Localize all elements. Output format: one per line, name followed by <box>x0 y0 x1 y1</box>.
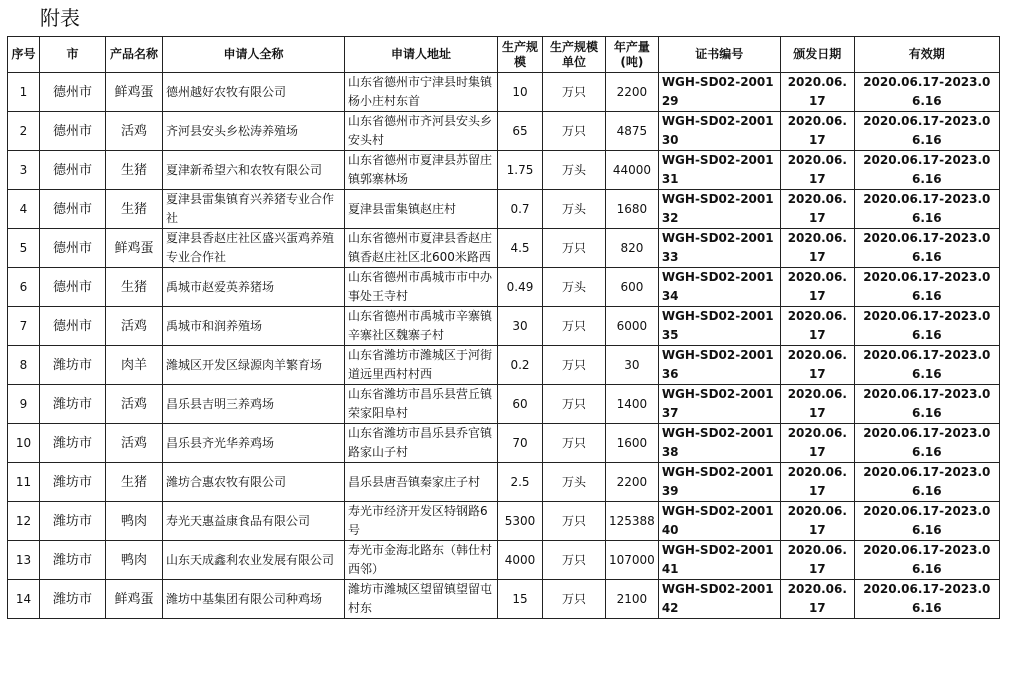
issue-date-cell: 2020.06.17 <box>780 463 854 502</box>
product-cell: 活鸡 <box>106 307 163 346</box>
certificate-table <box>7 36 1000 619</box>
header-cell: 产品名称 <box>106 37 163 73</box>
certificate-number-cell: WGH-SD02-200140 <box>658 502 780 541</box>
applicant-name-cell: 禹城市赵爱英养猪场 <box>163 268 345 307</box>
annual-output-cell: 2200 <box>606 463 659 502</box>
certificate-number-cell: WGH-SD02-200135 <box>658 307 780 346</box>
row-number: 10 <box>8 424 40 463</box>
page-title: 附表 <box>40 6 80 30</box>
applicant-name-cell: 山东天成鑫利农业发展有限公司 <box>163 541 345 580</box>
product-cell: 生猪 <box>106 151 163 190</box>
table-row <box>8 580 1000 619</box>
row-number: 11 <box>8 463 40 502</box>
table-row <box>8 229 1000 268</box>
header-cell: 序号 <box>8 37 40 73</box>
scale-cell: 10 <box>498 73 543 112</box>
applicant-address-cell: 山东省德州市宁津县时集镇杨小庄村东首 <box>345 73 498 112</box>
validity-cell: 2020.06.17-2023.06.16 <box>854 112 999 151</box>
city-cell: 潍坊市 <box>40 502 106 541</box>
table-row <box>8 502 1000 541</box>
table-row <box>8 307 1000 346</box>
row-number: 2 <box>8 112 40 151</box>
applicant-address-cell: 山东省潍坊市潍城区于河街道远里西村村西 <box>345 346 498 385</box>
city-cell: 德州市 <box>40 112 106 151</box>
scale-unit-cell: 万只 <box>543 580 606 619</box>
header-cell: 生产规模 <box>498 37 543 73</box>
city-cell: 潍坊市 <box>40 580 106 619</box>
validity-cell: 2020.06.17-2023.06.16 <box>854 502 999 541</box>
certificate-number-cell: WGH-SD02-200141 <box>658 541 780 580</box>
annual-output-cell: 44000 <box>606 151 659 190</box>
applicant-name-cell: 夏津县雷集镇育兴养猪专业合作社 <box>163 190 345 229</box>
city-cell: 德州市 <box>40 268 106 307</box>
row-number: 1 <box>8 73 40 112</box>
row-number: 4 <box>8 190 40 229</box>
annual-output-cell: 4875 <box>606 112 659 151</box>
issue-date-cell: 2020.06.17 <box>780 502 854 541</box>
scale-cell: 15 <box>498 580 543 619</box>
annual-output-cell: 2200 <box>606 73 659 112</box>
row-number: 3 <box>8 151 40 190</box>
scale-unit-cell: 万只 <box>543 502 606 541</box>
applicant-address-cell: 山东省德州市禹城市辛寨镇辛寨社区魏寨子村 <box>345 307 498 346</box>
issue-date-cell: 2020.06.17 <box>780 346 854 385</box>
issue-date-cell: 2020.06.17 <box>780 268 854 307</box>
annual-output-cell: 30 <box>606 346 659 385</box>
scale-cell: 65 <box>498 112 543 151</box>
validity-cell: 2020.06.17-2023.06.16 <box>854 385 999 424</box>
header-cell: 证书编号 <box>658 37 780 73</box>
product-cell: 生猪 <box>106 463 163 502</box>
certificate-number-cell: WGH-SD02-200131 <box>658 151 780 190</box>
certificate-number-cell: WGH-SD02-200129 <box>658 73 780 112</box>
scale-unit-cell: 万只 <box>543 541 606 580</box>
applicant-name-cell: 潍坊合惠农牧有限公司 <box>163 463 345 502</box>
product-cell: 肉羊 <box>106 346 163 385</box>
issue-date-cell: 2020.06.17 <box>780 73 854 112</box>
scale-unit-cell: 万头 <box>543 463 606 502</box>
city-cell: 德州市 <box>40 307 106 346</box>
issue-date-cell: 2020.06.17 <box>780 229 854 268</box>
applicant-address-cell: 潍坊市潍城区望留镇望留屯村东 <box>345 580 498 619</box>
certificate-number-cell: WGH-SD02-200134 <box>658 268 780 307</box>
validity-cell: 2020.06.17-2023.06.16 <box>854 346 999 385</box>
header-cell: 生产规模单位 <box>543 37 606 73</box>
table-header-row <box>8 37 1000 73</box>
scale-cell: 0.49 <box>498 268 543 307</box>
validity-cell: 2020.06.17-2023.06.16 <box>854 424 999 463</box>
row-number: 8 <box>8 346 40 385</box>
scale-unit-cell: 万头 <box>543 190 606 229</box>
validity-cell: 2020.06.17-2023.06.16 <box>854 268 999 307</box>
scale-cell: 70 <box>498 424 543 463</box>
issue-date-cell: 2020.06.17 <box>780 112 854 151</box>
certificate-number-cell: WGH-SD02-200137 <box>658 385 780 424</box>
applicant-address-cell: 夏津县雷集镇赵庄村 <box>345 190 498 229</box>
annual-output-cell: 1680 <box>606 190 659 229</box>
city-cell: 潍坊市 <box>40 541 106 580</box>
product-cell: 鸭肉 <box>106 541 163 580</box>
scale-unit-cell: 万头 <box>543 151 606 190</box>
certificate-number-cell: WGH-SD02-200133 <box>658 229 780 268</box>
scale-unit-cell: 万只 <box>543 229 606 268</box>
city-cell: 德州市 <box>40 73 106 112</box>
scale-cell: 0.2 <box>498 346 543 385</box>
scale-cell: 1.75 <box>498 151 543 190</box>
certificate-number-cell: WGH-SD02-200138 <box>658 424 780 463</box>
applicant-name-cell: 夏津县香赵庄社区盛兴蛋鸡养殖专业合作社 <box>163 229 345 268</box>
scale-cell: 0.7 <box>498 190 543 229</box>
product-cell: 鲜鸡蛋 <box>106 580 163 619</box>
applicant-address-cell: 山东省潍坊市昌乐县营丘镇荣家阳阜村 <box>345 385 498 424</box>
scale-cell: 5300 <box>498 502 543 541</box>
row-number: 7 <box>8 307 40 346</box>
table-row <box>8 190 1000 229</box>
applicant-name-cell: 齐河县安头乡松涛养殖场 <box>163 112 345 151</box>
table-row <box>8 541 1000 580</box>
validity-cell: 2020.06.17-2023.06.16 <box>854 190 999 229</box>
annual-output-cell: 6000 <box>606 307 659 346</box>
product-cell: 生猪 <box>106 268 163 307</box>
city-cell: 德州市 <box>40 190 106 229</box>
city-cell: 德州市 <box>40 229 106 268</box>
header-cell: 颁发日期 <box>780 37 854 73</box>
table-row <box>8 151 1000 190</box>
product-cell: 生猪 <box>106 190 163 229</box>
applicant-address-cell: 山东省德州市夏津县香赵庄镇香赵庄社区北600米路西 <box>345 229 498 268</box>
scale-cell: 60 <box>498 385 543 424</box>
annual-output-cell: 1400 <box>606 385 659 424</box>
row-number: 13 <box>8 541 40 580</box>
certificate-number-cell: WGH-SD02-200132 <box>658 190 780 229</box>
header-cell: 市 <box>40 37 106 73</box>
scale-unit-cell: 万只 <box>543 346 606 385</box>
header-cell: 年产量(吨) <box>606 37 659 73</box>
validity-cell: 2020.06.17-2023.06.16 <box>854 580 999 619</box>
scale-unit-cell: 万只 <box>543 112 606 151</box>
table-row <box>8 73 1000 112</box>
table-row <box>8 424 1000 463</box>
row-number: 9 <box>8 385 40 424</box>
applicant-name-cell: 昌乐县齐光华养鸡场 <box>163 424 345 463</box>
applicant-name-cell: 潍坊中基集团有限公司种鸡场 <box>163 580 345 619</box>
scale-cell: 4.5 <box>498 229 543 268</box>
applicant-name-cell: 德州越好农牧有限公司 <box>163 73 345 112</box>
product-cell: 鸭肉 <box>106 502 163 541</box>
certificate-number-cell: WGH-SD02-200136 <box>658 346 780 385</box>
annual-output-cell: 107000 <box>606 541 659 580</box>
header-cell: 申请人全称 <box>163 37 345 73</box>
table-row <box>8 463 1000 502</box>
scale-unit-cell: 万头 <box>543 268 606 307</box>
validity-cell: 2020.06.17-2023.06.16 <box>854 73 999 112</box>
certificate-number-cell: WGH-SD02-200139 <box>658 463 780 502</box>
annual-output-cell: 2100 <box>606 580 659 619</box>
table-row <box>8 112 1000 151</box>
scale-unit-cell: 万只 <box>543 73 606 112</box>
header-cell: 有效期 <box>854 37 999 73</box>
city-cell: 德州市 <box>40 151 106 190</box>
city-cell: 潍坊市 <box>40 463 106 502</box>
issue-date-cell: 2020.06.17 <box>780 580 854 619</box>
scale-cell: 4000 <box>498 541 543 580</box>
annual-output-cell: 820 <box>606 229 659 268</box>
applicant-address-cell: 山东省潍坊市昌乐县乔官镇路家山子村 <box>345 424 498 463</box>
issue-date-cell: 2020.06.17 <box>780 541 854 580</box>
product-cell: 活鸡 <box>106 112 163 151</box>
row-number: 5 <box>8 229 40 268</box>
table-row <box>8 346 1000 385</box>
applicant-name-cell: 昌乐县吉明三养鸡场 <box>163 385 345 424</box>
product-cell: 鲜鸡蛋 <box>106 73 163 112</box>
table-row <box>8 268 1000 307</box>
row-number: 14 <box>8 580 40 619</box>
certificate-number-cell: WGH-SD02-200130 <box>658 112 780 151</box>
applicant-address-cell: 山东省德州市禹城市市中办事处王寺村 <box>345 268 498 307</box>
header-cell: 申请人地址 <box>345 37 498 73</box>
annual-output-cell: 125388 <box>606 502 659 541</box>
applicant-name-cell: 禹城市和润养殖场 <box>163 307 345 346</box>
issue-date-cell: 2020.06.17 <box>780 385 854 424</box>
applicant-address-cell: 昌乐县唐吾镇秦家庄子村 <box>345 463 498 502</box>
applicant-address-cell: 寿光市金海北路东（韩仕村西邻） <box>345 541 498 580</box>
issue-date-cell: 2020.06.17 <box>780 307 854 346</box>
row-number: 12 <box>8 502 40 541</box>
scale-unit-cell: 万只 <box>543 307 606 346</box>
applicant-address-cell: 寿光市经济开发区特钢路6号 <box>345 502 498 541</box>
certificate-number-cell: WGH-SD02-200142 <box>658 580 780 619</box>
scale-cell: 30 <box>498 307 543 346</box>
validity-cell: 2020.06.17-2023.06.16 <box>854 151 999 190</box>
annual-output-cell: 1600 <box>606 424 659 463</box>
applicant-name-cell: 潍城区开发区绿源肉羊繁育场 <box>163 346 345 385</box>
applicant-name-cell: 夏津新希望六和农牧有限公司 <box>163 151 345 190</box>
annual-output-cell: 600 <box>606 268 659 307</box>
issue-date-cell: 2020.06.17 <box>780 424 854 463</box>
scale-unit-cell: 万只 <box>543 424 606 463</box>
product-cell: 鲜鸡蛋 <box>106 229 163 268</box>
validity-cell: 2020.06.17-2023.06.16 <box>854 229 999 268</box>
city-cell: 潍坊市 <box>40 385 106 424</box>
validity-cell: 2020.06.17-2023.06.16 <box>854 307 999 346</box>
validity-cell: 2020.06.17-2023.06.16 <box>854 541 999 580</box>
table-row <box>8 385 1000 424</box>
applicant-name-cell: 寿光天惠益康食品有限公司 <box>163 502 345 541</box>
product-cell: 活鸡 <box>106 385 163 424</box>
city-cell: 潍坊市 <box>40 346 106 385</box>
applicant-address-cell: 山东省德州市夏津县苏留庄镇郭寨林场 <box>345 151 498 190</box>
row-number: 6 <box>8 268 40 307</box>
issue-date-cell: 2020.06.17 <box>780 190 854 229</box>
validity-cell: 2020.06.17-2023.06.16 <box>854 463 999 502</box>
applicant-address-cell: 山东省德州市齐河县安头乡安头村 <box>345 112 498 151</box>
issue-date-cell: 2020.06.17 <box>780 151 854 190</box>
scale-cell: 2.5 <box>498 463 543 502</box>
city-cell: 潍坊市 <box>40 424 106 463</box>
product-cell: 活鸡 <box>106 424 163 463</box>
scale-unit-cell: 万只 <box>543 385 606 424</box>
